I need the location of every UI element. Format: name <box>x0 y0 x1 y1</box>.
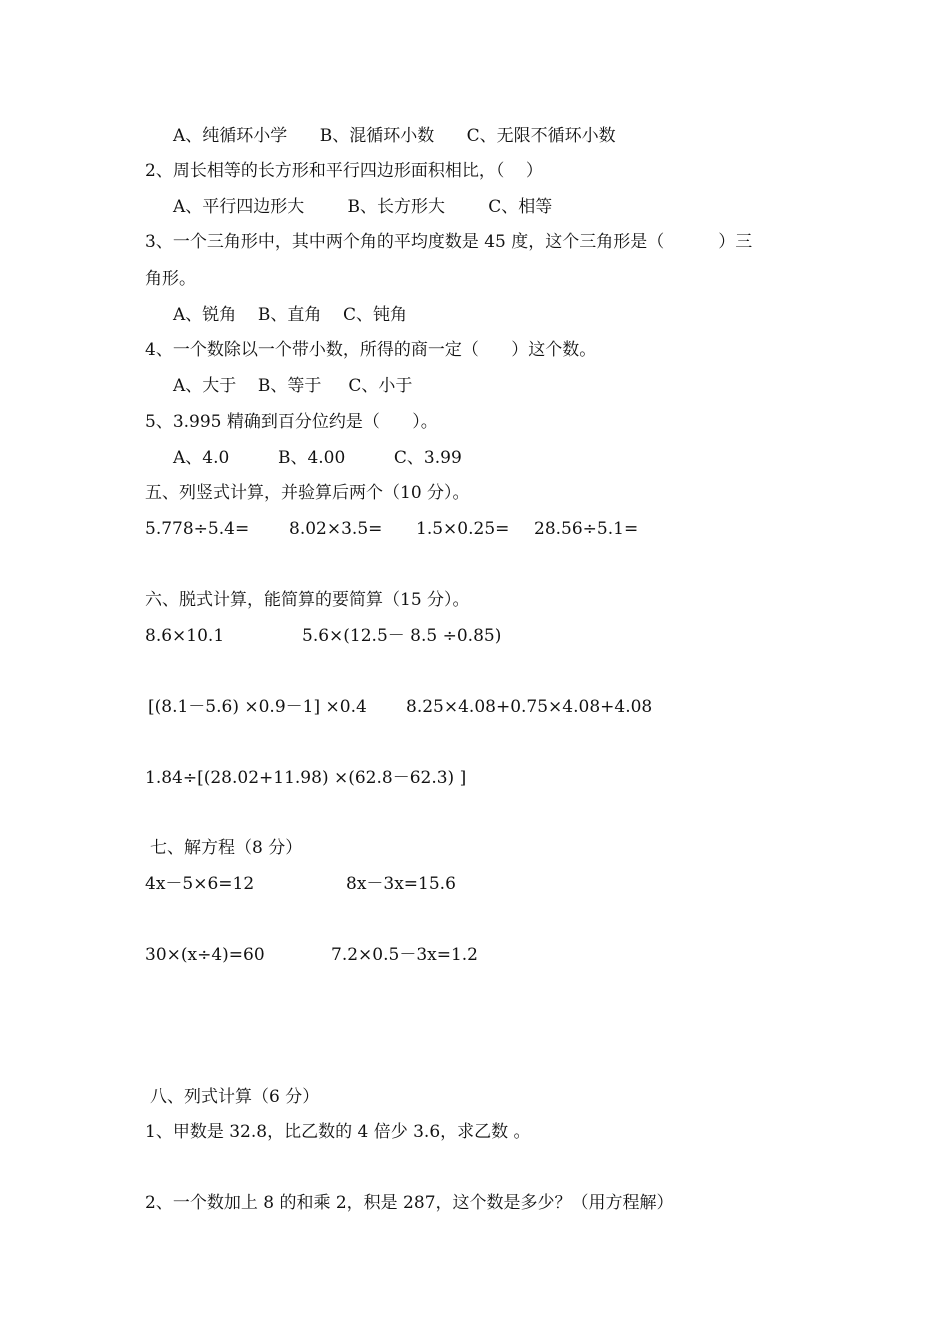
q1-options: A、纯循环小学 B、混循环小数 C、无限不循环小数 <box>173 126 616 146</box>
section7-equation-4: 7.2×0.5－3x=1.2 <box>331 945 478 965</box>
q3-stem: 3、一个三角形中，其中两个角的平均度数是 45 度，这个三角形是（ ）三 <box>145 232 753 252</box>
section7-equation-1: 4x－5×6=12 <box>145 874 255 894</box>
q5-options: A、4.0 B、4.00 C、3.99 <box>173 448 462 468</box>
section5-problem-1: 5.778÷5.4= <box>145 519 250 539</box>
q5-stem: 5、3.995 精确到百分位约是（ ）。 <box>145 412 438 432</box>
section8-heading: 八、列式计算（6 分） <box>150 1087 320 1107</box>
q2-stem: 2、周长相等的长方形和平行四边形面积相比，（ ） <box>145 161 543 181</box>
section8-problem-2: 2、一个数加上 8 的和乘 2，积是 287，这个数是多少？（用方程解） <box>145 1193 674 1213</box>
section5-problem-3: 1.5×0.25= <box>416 519 510 539</box>
section5-problem-2: 8.02×3.5= <box>289 519 383 539</box>
section6-problem-2: 5.6×(12.5－ 8.5 ÷0.85) <box>302 626 502 646</box>
q4-options: A、大于 B、等于 C、小于 <box>173 376 413 396</box>
section7-heading: 七、解方程（8 分） <box>150 838 303 858</box>
section6-problem-3: [(8.1－5.6) ×0.9－1] ×0.4 <box>148 697 367 717</box>
section7-equation-3: 30×(x÷4)=60 <box>145 945 265 965</box>
section6-problem-5: 1.84÷[(28.02+11.98) ×(62.8－62.3) ] <box>145 768 467 788</box>
section7-equation-2: 8x－3x=15.6 <box>346 874 456 894</box>
section8-problem-1: 1、甲数是 32.8，比乙数的 4 倍少 3.6，求乙数 。 <box>145 1122 531 1142</box>
section6-problem-1: 8.6×10.1 <box>145 626 225 646</box>
q3-stem-continuation: 角形。 <box>145 269 196 289</box>
section6-heading: 六、脱式计算，能简算的要简算（15 分）。 <box>145 590 470 610</box>
q3-options: A、锐角 B、直角 C、钝角 <box>173 305 408 325</box>
section6-problem-4: 8.25×4.08+0.75×4.08+4.08 <box>406 697 653 717</box>
q2-options: A、平行四边形大 B、长方形大 C、相等 <box>173 197 553 217</box>
q4-stem: 4、一个数除以一个带小数，所得的商一定（ ）这个数。 <box>145 340 597 360</box>
section5-heading: 五、列竖式计算，并验算后两个（10 分）。 <box>145 483 470 503</box>
section5-problem-4: 28.56÷5.1= <box>534 519 639 539</box>
